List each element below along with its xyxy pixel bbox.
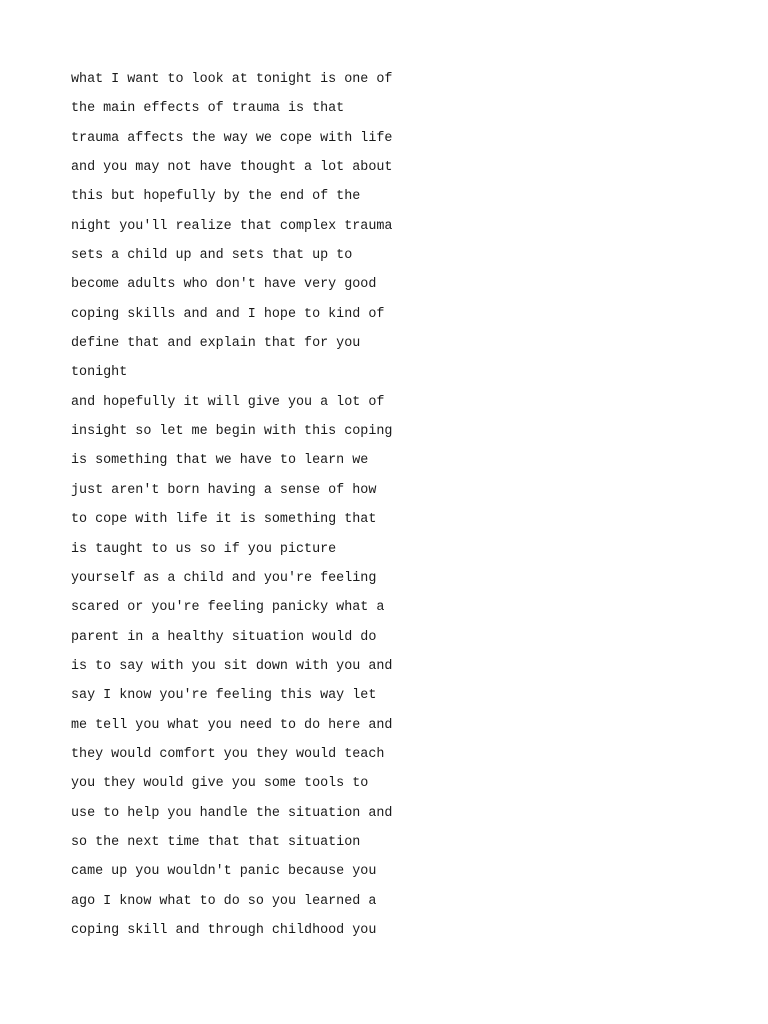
text-line: the main effects of trauma is that (71, 101, 345, 117)
text-line: insight so let me begin with this coping (71, 424, 393, 440)
transcript-text (71, 70, 392, 950)
text-line: this but hopefully by the end of the (71, 189, 361, 205)
text-line: ago I know what to do so you learned a (71, 893, 377, 909)
text-line: become adults who don't have very good (71, 277, 377, 293)
text-line: yourself as a child and you're feeling (71, 570, 377, 586)
text-line: came up you wouldn't panic because you (71, 864, 377, 880)
text-line: they would comfort you they would teach (71, 746, 385, 762)
text-line: is something that we have to learn we (71, 453, 369, 469)
text-line: me tell you what you need to do here and (71, 717, 393, 733)
text-line: and hopefully it will give you a lot of (71, 394, 385, 410)
text-line: sets a child up and sets that up to (71, 248, 353, 264)
text-line: define that and explain that for you (71, 336, 361, 352)
text-line: use to help you handle the situation and (71, 805, 393, 821)
text-line: say I know you're feeling this way let (71, 688, 377, 704)
text-line: night you'll realize that complex trauma (71, 218, 393, 234)
text-line: so the next time that that situation (71, 834, 361, 850)
text-line: is to say with you sit down with you and (71, 658, 393, 674)
text-line: just aren't born having a sense of how (71, 482, 377, 498)
text-line: and you may not have thought a lot about (71, 160, 393, 176)
text-line: to cope with life it is something that (71, 512, 377, 528)
text-line: coping skills and and I hope to kind of (71, 306, 385, 322)
text-line: what I want to look at tonight is one of (71, 72, 393, 87)
text-line: parent in a healthy situation would do (71, 629, 377, 645)
text-line: trauma affects the way we cope with life (71, 130, 393, 146)
text-line: tonight (71, 365, 128, 381)
text-line: coping skill and through childhood you (71, 922, 377, 938)
text-line: scared or you're feeling panicky what a (71, 600, 385, 616)
text-line: you they would give you some tools to (71, 776, 369, 792)
text-line: is taught to us so if you picture (71, 541, 337, 557)
